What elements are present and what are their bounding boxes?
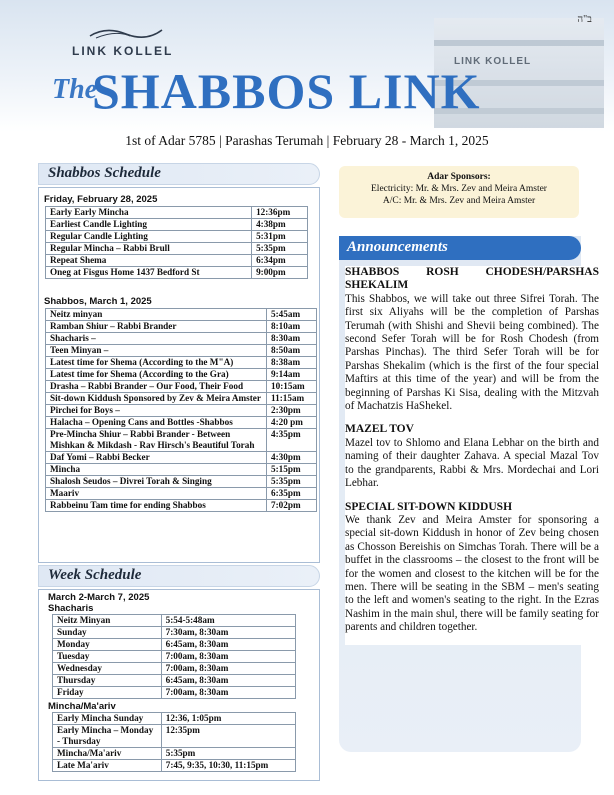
schedule-event: Drasha – Rabbi Brander – Our Food, Their Food [46, 381, 267, 393]
mincha-label: Mincha/Ma'ariv [48, 701, 116, 712]
schedule-time: 12:35pm [161, 725, 295, 748]
schedule-time: 12:36, 1:05pm [161, 713, 295, 725]
schedule-time: 5:31pm [252, 231, 308, 243]
schedule-event: Halacha – Opening Cans and Bottles -Shabbos [46, 417, 267, 429]
hebrew-mark: ב"ה [577, 14, 592, 25]
schedule-time: 7:30am, 8:30am [161, 627, 295, 639]
schedule-row [46, 464, 317, 476]
shacharis-label: Shacharis [48, 603, 94, 614]
schedule-event: Wednesday [53, 663, 162, 675]
shabbos-schedule-title: Shabbos Schedule [48, 165, 161, 181]
schedule-event: Ramban Shiur – Rabbi Brander [46, 321, 267, 333]
schedule-event: Sit-down Kiddush Sponsored by Zev & Meira Amster [46, 393, 267, 405]
schedule-row [46, 219, 308, 231]
schedule-event: Shalosh Seudos – Divrei Torah & Singing [46, 476, 267, 488]
schedule-time: 7:45, 9:35, 10:30, 11:15pm [161, 760, 295, 772]
schedule-event: Earliest Candle Lighting [46, 219, 252, 231]
schedule-row [46, 500, 317, 512]
schedule-row [46, 452, 317, 464]
schedule-time: 5:35pm [252, 243, 308, 255]
schedule-row [53, 725, 296, 748]
week-range-label: March 2-March 7, 2025 [48, 592, 150, 603]
announcement-heading: MAZEL TOV [345, 423, 414, 436]
schedule-event: Neitz minyan [46, 309, 267, 321]
schedule-row [46, 243, 308, 255]
schedule-row [46, 207, 308, 219]
schedule-event: Repeat Shema [46, 255, 252, 267]
schedule-row [53, 627, 296, 639]
schedule-row [53, 663, 296, 675]
shabbos-table [45, 308, 317, 512]
schedule-event: Late Ma'ariv [53, 760, 162, 772]
schedule-row [53, 639, 296, 651]
schedule-time: 10:15am [267, 381, 317, 393]
schedule-time: 7:00am, 8:30am [161, 687, 295, 699]
friday-table [45, 206, 308, 279]
week-schedule-title: Week Schedule [48, 567, 142, 583]
schedule-event: Pre-Mincha Shiur – Rabbi Brander - Between Mishkan & Mikdash - Rav Hirsch's Beautiful Torah [46, 429, 267, 452]
schedule-row [46, 267, 308, 279]
schedule-event: Latest time for Shema (According to the M"A) [46, 357, 267, 369]
shacharis-table [52, 614, 296, 699]
schedule-row [46, 321, 317, 333]
page-title: SHABBOS LINK [92, 63, 481, 119]
announcement-heading: SHABBOS ROSH CHODESH/PARSHAS SHEKALIM [345, 266, 599, 292]
schedule-time: 5:35pm [267, 476, 317, 488]
schedule-row [46, 429, 317, 452]
announcement-text: Mazel tov to Shlomo and Elana Lebhar on the birth and naming of their daughter Zahava. A special Mazal Tov to the grandparents, Rabbi & Mrs. Mordechai and Lori Lebhar. [345, 436, 599, 490]
schedule-event: Oneg at Fisgus Home 1437 Bedford St [46, 267, 252, 279]
schedule-time: 9:14am [267, 369, 317, 381]
mincha-table [52, 712, 296, 772]
building-sign: LINK KOLLEL [454, 56, 532, 67]
schedule-event: Early Early Mincha [46, 207, 252, 219]
schedule-event: Friday [53, 687, 162, 699]
schedule-time: 6:45am, 8:30am [161, 639, 295, 651]
sponsor-ac: A/C: Mr. & Mrs. Zev and Meira Amster [382, 196, 536, 206]
schedule-time: 8:30am [267, 333, 317, 345]
friday-date-label: Friday, February 28, 2025 [44, 194, 158, 205]
schedule-time: 2:30pm [267, 405, 317, 417]
schedule-row [46, 417, 317, 429]
schedule-time: 7:00am, 8:30am [161, 663, 295, 675]
schedule-event: Monday [53, 639, 162, 651]
schedule-event: Regular Mincha – Rabbi Brull [46, 243, 252, 255]
schedule-time: 5:15pm [267, 464, 317, 476]
schedule-time: 6:45am, 8:30am [161, 675, 295, 687]
schedule-row [46, 333, 317, 345]
schedule-row [46, 345, 317, 357]
schedule-row [46, 488, 317, 500]
schedule-row [53, 675, 296, 687]
announcement-heading: SPECIAL SIT-DOWN KIDDUSH [345, 500, 513, 513]
schedule-event: Maariv [46, 488, 267, 500]
schedule-event: Rabbeinu Tam time for ending Shabbos [46, 500, 267, 512]
announcement-text: This Shabbos, we will take out three Sifrei Torah. The first six Aliyahs will be the completion of Parshas Terumah (with Shishi and Shevii being combined). The second Sefer Torah will be for Rosh Chodesh (from Parshas Pinchas). The third Sefer Torah will be for Parshas Shekalim (which is the first of the four special Maftirs at this time of the year) and will be from the beginning of Parshas Ki Sisa, dealing with the Mitzvah of Machatzis HaShekel. [345, 292, 599, 413]
schedule-time: 5:54-5:48am [161, 615, 295, 627]
schedule-time: 6:35pm [267, 488, 317, 500]
schedule-row [46, 309, 317, 321]
schedule-row [46, 381, 317, 393]
announcement-text: We thank Zev and Meira Amster for sponsoring a special sit-down Kiddush in honor of Zev being chosen as Chosson Bereishis on Simchas Torah. There will be a buffet in the classrooms – the closest to the front will be for the women and closest to the kitchen will be for the men. There will be seating in the SBM – men's seating to the left and women's seating to the right. In the Ezras Nashim in the main shul, there will be family seating for parents and children together. [345, 513, 599, 634]
schedule-event: Neitz Minyan [53, 615, 162, 627]
schedule-row [53, 713, 296, 725]
schedule-time: 7:00am, 8:30am [161, 651, 295, 663]
schedule-row [53, 615, 296, 627]
logo-text: LINK KOLLEL [72, 44, 174, 58]
sponsors-box [339, 166, 579, 218]
schedule-row [53, 760, 296, 772]
schedule-time: 4:20 pm [267, 417, 317, 429]
shabbos-date-label: Shabbos, March 1, 2025 [44, 296, 152, 307]
schedule-time: 9:00pm [252, 267, 308, 279]
schedule-time: 12:36pm [252, 207, 308, 219]
logo-swirl-icon [86, 24, 166, 42]
schedule-event: Latest time for Shema (According to the Gra) [46, 369, 267, 381]
schedule-time: 7:02pm [267, 500, 317, 512]
schedule-time: 4:35pm [267, 429, 317, 452]
schedule-time: 8:10am [267, 321, 317, 333]
announcements-title: Announcements [347, 239, 448, 255]
date-parasha-line: 1st of Adar 5785 | Parashas Terumah | February 28 - March 1, 2025 [125, 133, 489, 148]
schedule-event: Early Mincha – Monday - Thursday [53, 725, 162, 748]
schedule-row [46, 255, 308, 267]
schedule-row [46, 405, 317, 417]
sponsor-electricity: Electricity: Mr. & Mrs. Zev and Meira Amster [371, 184, 547, 194]
schedule-time: 4:38pm [252, 219, 308, 231]
schedule-event: Sunday [53, 627, 162, 639]
schedule-row [53, 651, 296, 663]
announcements-body [345, 266, 599, 645]
schedule-row [46, 393, 317, 405]
schedule-time: 8:38am [267, 357, 317, 369]
schedule-event: Tuesday [53, 651, 162, 663]
schedule-event: Shacharis – [46, 333, 267, 345]
schedule-event: Early Mincha Sunday [53, 713, 162, 725]
schedule-time: 6:34pm [252, 255, 308, 267]
schedule-time: 8:50am [267, 345, 317, 357]
schedule-row [53, 687, 296, 699]
sponsors-heading: Adar Sponsors: [427, 172, 491, 182]
schedule-event: Mincha/Ma'ariv [53, 748, 162, 760]
schedule-time: 5:35pm [161, 748, 295, 760]
schedule-time: 4:30pm [267, 452, 317, 464]
schedule-row [46, 369, 317, 381]
schedule-event: Pirchei for Boys – [46, 405, 267, 417]
schedule-event: Mincha [46, 464, 267, 476]
title-prefix: The [52, 74, 98, 105]
schedule-event: Teen Minyan – [46, 345, 267, 357]
schedule-event: Daf Yomi – Rabbi Becker [46, 452, 267, 464]
announcements-header-bar [339, 236, 581, 260]
schedule-event: Regular Candle Lighting [46, 231, 252, 243]
schedule-row [46, 476, 317, 488]
schedule-row [46, 231, 308, 243]
schedule-row [46, 357, 317, 369]
schedule-time: 11:15am [267, 393, 317, 405]
schedule-row [53, 748, 296, 760]
schedule-time: 5:45am [267, 309, 317, 321]
schedule-event: Thursday [53, 675, 162, 687]
